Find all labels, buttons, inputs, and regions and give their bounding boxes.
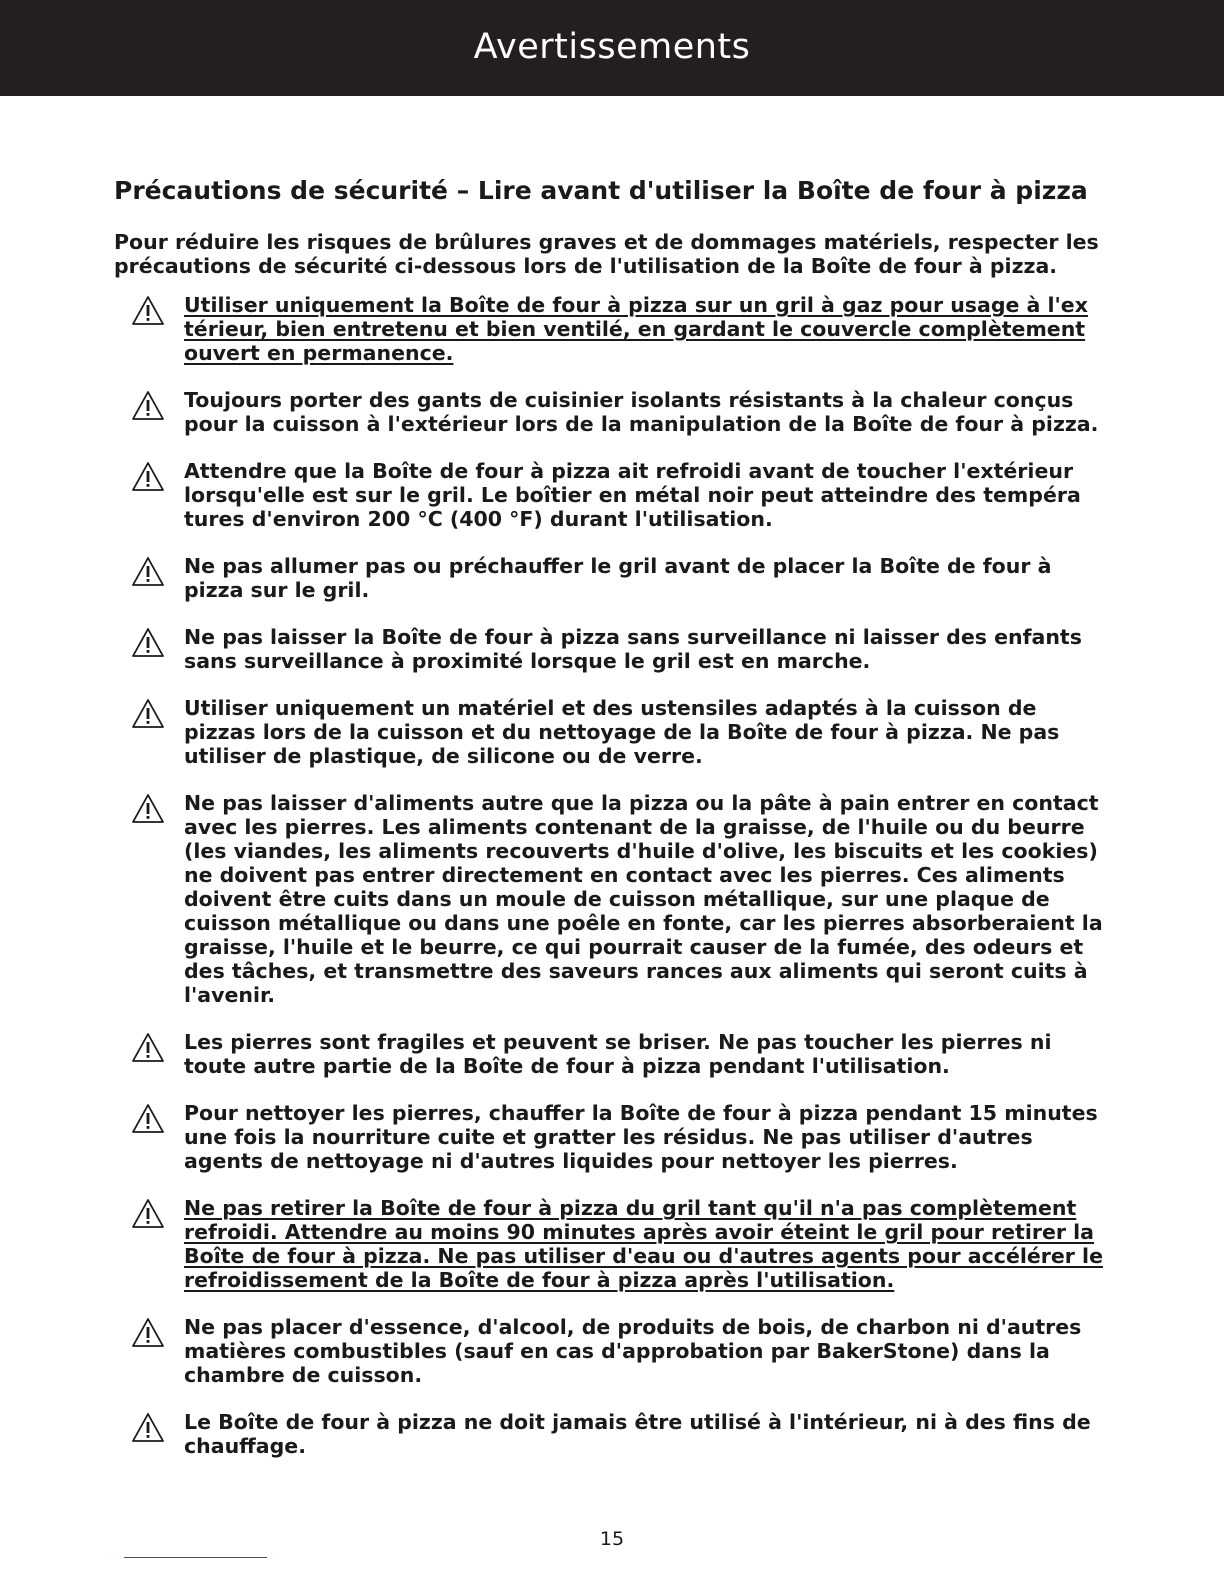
warning-icon <box>131 1032 165 1063</box>
warning-item <box>114 1030 1106 1078</box>
warning-item <box>114 791 1106 1007</box>
warning-icon <box>131 556 165 587</box>
section-title: Précautions de sécurité – Lire avant d'utiliser la Boîte de four à pizza <box>114 176 1088 205</box>
warning-item <box>114 625 1106 673</box>
warning-text: Toujours porter des gants de cuisinier isolants résistants à la chaleur conçus pour la cuisson à l'extérieur lors de la manipulation de la Boîte de four à pizza. <box>184 388 1099 436</box>
warning-item <box>114 388 1106 436</box>
warning-icon <box>131 390 165 421</box>
warning-icon <box>131 1103 165 1134</box>
warning-icon <box>131 1198 165 1229</box>
warning-item <box>114 1410 1106 1458</box>
warning-icon <box>131 461 165 492</box>
warning-text: Utiliser uniquement la Boîte de four à pizza sur un gril à gaz pour usage à l'ex térieur, bien entretenu et bien ventilé, en gardant le couvercle complètement ouvert en permanence. <box>184 293 1088 365</box>
page-number: 15 <box>599 1528 625 1550</box>
page-title: Avertissements <box>473 27 751 67</box>
warning-icon <box>131 1317 165 1348</box>
intro-paragraph: Pour réduire les risques de brûlures graves et de dommages matériels, respecter les précautions de sécurité ci-dessous lors de l'utilisation de la Boîte de four à pizza. <box>114 230 1099 278</box>
warning-text: Ne pas laisser d'aliments autre que la pizza ou la pâte à pain entrer en contact avec les pierres. Les aliments contenant de la graisse, de l'huile ou du beurre (les viandes, les aliments recouverts d'huile d'olive, les biscuits et les cookies) ne doivent pas entrer directement en contact avec les pierres. Ces aliments doivent être cuits dans un moule de cuisson métallique, sur une plaque de cuisson métallique ou dans une poêle en fonte, car les pierres absorberaient la graisse, l'huile et le beurre, ce qui pourrait causer de la fumée, des odeurs et des tâches, et transmettre des saveurs rances aux aliments qui seront cuits à l'avenir. <box>184 791 1103 1007</box>
warning-icon <box>131 295 165 326</box>
warning-icon <box>131 793 165 824</box>
warning-text: Ne pas retirer la Boîte de four à pizza du gril tant qu'il n'a pas complètement refroidi. Attendre au moins 90 minutes après avoir éteint le gril pour retirer la Boîte de four à pizza. Ne pas utiliser d'eau ou d'autres agents pour accélérer le refroidissement de la Boîte de four à pizza après l'utilisation. <box>184 1196 1103 1292</box>
warning-icon <box>131 1412 165 1443</box>
warning-text: Les pierres sont fragiles et peuvent se briser. Ne pas toucher les pierres ni toute autre partie de la Boîte de four à pizza pendant l'utilisation. <box>184 1030 1052 1078</box>
warning-item <box>114 459 1106 531</box>
warning-text: Ne pas laisser la Boîte de four à pizza sans surveillance ni laisser des enfants sans surveillance à proximité lorsque le gril est en marche. <box>184 625 1082 673</box>
warning-text: Utiliser uniquement un matériel et des ustensiles adaptés à la cuisson de pizzas lors de la cuisson et du nettoyage de la Boîte de four à pizza. Ne pas utiliser de plastique, de silicone ou de verre. <box>184 696 1060 768</box>
warning-text: Pour nettoyer les pierres, chauffer la Boîte de four à pizza pendant 15 minutes une fois la nourriture cuite et gratter les résidus. Ne pas utiliser d'autres agents de nettoyage ni d'autres liquides pour nettoyer les pierres. <box>184 1101 1098 1173</box>
warning-text: Ne pas placer d'essence, d'alcool, de produits de bois, de charbon ni d'autres matières combustibles (sauf en cas d'approbation par BakerStone) dans la chambre de cuisson. <box>184 1315 1082 1387</box>
warning-item <box>114 554 1106 602</box>
main-content <box>114 174 1106 1481</box>
footer-rule <box>124 1557 267 1558</box>
warning-item <box>114 696 1106 768</box>
warning-icon <box>131 627 165 658</box>
warning-item <box>114 1196 1106 1292</box>
warning-item <box>114 1315 1106 1387</box>
warning-list <box>114 293 1106 1458</box>
warning-icon <box>131 698 165 729</box>
warning-text: Ne pas allumer pas ou préchauffer le gril avant de placer la Boîte de four à pizza sur le gril. <box>184 554 1052 602</box>
warning-text: Le Boîte de four à pizza ne doit jamais être utilisé à l'intérieur, ni à des fins de chauffage. <box>184 1410 1091 1458</box>
page-header <box>0 0 1224 96</box>
warning-item <box>114 1101 1106 1173</box>
warning-item <box>114 293 1106 365</box>
warning-text: Attendre que la Boîte de four à pizza ait refroidi avant de toucher l'extérieur lorsqu'elle est sur le gril. Le boîtier en métal noir peut atteindre des tempéra tures d'environ 200 °C (400 °F) durant l'utilisation. <box>184 459 1081 531</box>
